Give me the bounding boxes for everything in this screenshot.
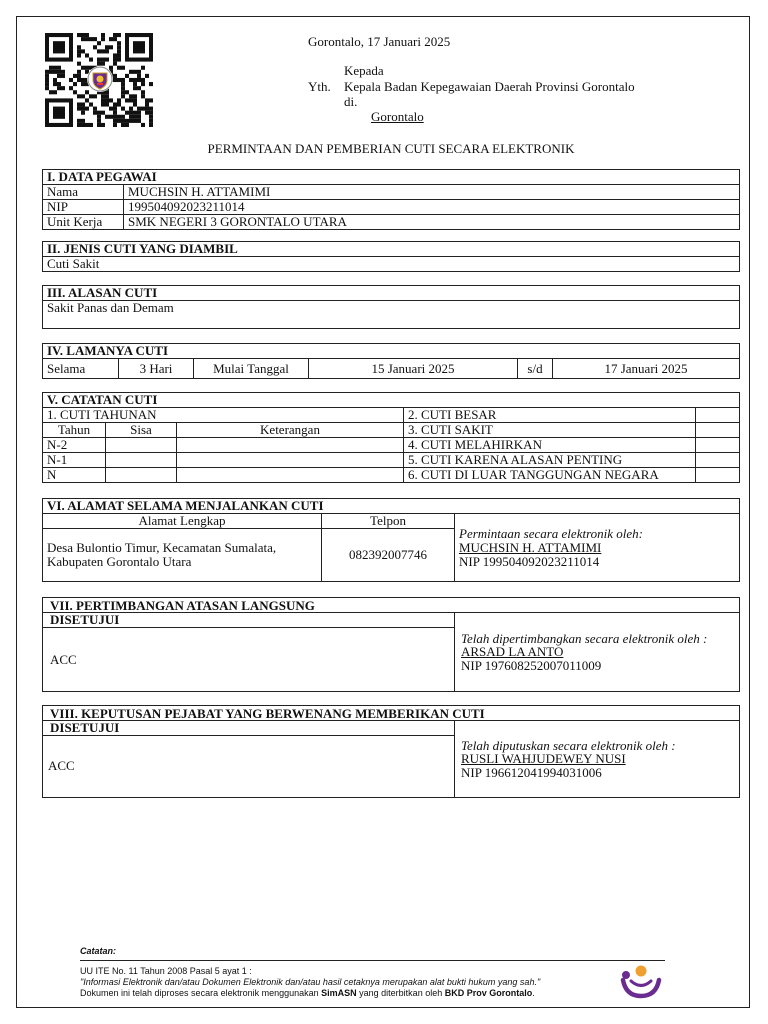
app-name: SimASN	[321, 988, 357, 998]
sign-nip: NIP 196612041994031006	[461, 765, 602, 780]
field-label: Nama	[43, 185, 124, 200]
sign-caption: Telah diputuskan secara elektronik oleh :	[461, 738, 676, 753]
mulai-label: Mulai Tanggal	[194, 359, 309, 379]
recipient: Kepala Badan Kepegawaian Daerah Provinsi Gorontalo	[344, 79, 635, 94]
footer-divider	[80, 960, 665, 961]
field-value: 199504092023211014	[124, 200, 740, 215]
yth-label: Yth.	[308, 79, 331, 94]
section-title: VI. ALAMAT SELAMA MENJALANKAN CUTI	[43, 499, 740, 514]
field-value: MUCHSIN H. ATTAMIMI	[124, 185, 740, 200]
di-label: di.	[344, 94, 358, 109]
cuti-type-label: 4. CUTI MELAHIRKAN	[404, 438, 696, 453]
selama-label: Selama	[43, 359, 119, 379]
section-keputusan	[42, 705, 740, 798]
col-telpon: Telpon	[322, 514, 455, 529]
place-date: Gorontalo, 17 Januari 2025	[308, 34, 451, 49]
footer-quote: "Informasi Elektronik dan/atau Dokumen Elektronik dan/atau hasil cetaknya merupakan alat bukti hukum yang sah."	[80, 977, 541, 987]
status-label: DISETUJUI	[50, 720, 120, 735]
jenis-cuti-value: Cuti Sakit	[43, 257, 740, 272]
document-title: PERMINTAAN DAN PEMBERIAN CUTI SECARA ELEKTRONIK	[207, 141, 575, 156]
org-name: BKD Prov Gorontalo	[444, 988, 533, 998]
sign-nip: NIP 197608252007011009	[461, 658, 602, 673]
sign-name: MUCHSIN H. ATTAMIMI	[459, 539, 602, 555]
year-label: N-2	[43, 438, 106, 453]
section-data-pegawai	[42, 169, 740, 230]
col-tahun: Tahun	[43, 423, 106, 438]
simasn-logo-icon	[617, 964, 665, 1000]
address-line: Desa Bulontio Timur, Kecamatan Sumalata,	[47, 540, 277, 555]
note-value: ACC	[48, 758, 75, 773]
kepada-label: Kepada	[344, 63, 384, 78]
sd-label: s/d	[518, 359, 553, 379]
section-title: I. DATA PEGAWAI	[43, 170, 740, 185]
sign-caption: Permintaan secara elektronik oleh:	[459, 525, 643, 541]
sign-nip: NIP 199504092023211014	[459, 553, 600, 569]
field-value: SMK NEGERI 3 GORONTALO UTARA	[124, 215, 740, 230]
section-title: VIII. KEPUTUSAN PEJABAT YANG BERWENANG MEMBERIKAN CUTI	[50, 706, 485, 721]
col-sisa: Sisa	[106, 423, 177, 438]
cuti-type-label: 3. CUTI SAKIT	[404, 423, 696, 438]
requester-signature	[455, 514, 740, 582]
address-value	[43, 529, 322, 582]
cuti-type-label: 6. CUTI DI LUAR TANGGUNGAN NEGARA	[404, 468, 696, 483]
section-jenis-cuti	[42, 241, 740, 272]
gorontalo-emblem-icon	[87, 66, 113, 92]
footer-processed: Dokumen ini telah diproses secara elektronik menggunakan SimASN yang diterbitkan oleh BKD Prov Gorontalo.	[80, 988, 535, 998]
end-date: 17 Januari 2025	[553, 359, 740, 379]
section-alamat-cuti	[42, 498, 740, 582]
field-label: NIP	[43, 200, 124, 215]
section-pertimbangan	[42, 597, 740, 692]
sign-name: RUSLI WAHJUDEWEY NUSI	[461, 751, 626, 766]
section-title: II. JENIS CUTI YANG DIAMBIL	[43, 242, 740, 257]
cuti-type-label: 5. CUTI KARENA ALASAN PENTING	[404, 453, 696, 468]
section-title: V. CATATAN CUTI	[43, 393, 740, 408]
alasan-cuti-value: Sakit Panas dan Demam	[43, 301, 740, 329]
field-label: Unit Kerja	[43, 215, 124, 230]
start-date: 15 Januari 2025	[309, 359, 518, 379]
section-title: VII. PERTIMBANGAN ATASAN LANGSUNG	[50, 598, 315, 613]
cuti-type-value	[696, 408, 740, 423]
address-line: Kabupaten Gorontalo Utara	[47, 554, 192, 569]
col-keterangan: Keterangan	[177, 423, 404, 438]
section-catatan-cuti	[42, 392, 740, 483]
cuti-tahunan-label: 1. CUTI TAHUNAN	[43, 408, 404, 423]
phone-value: 082392007746	[322, 529, 455, 582]
cuti-type-value	[696, 423, 740, 438]
year-label: N-1	[43, 453, 106, 468]
section-alasan-cuti	[42, 285, 740, 329]
col-alamat: Alamat Lengkap	[43, 514, 322, 529]
cuti-type-label: 2. CUTI BESAR	[404, 408, 696, 423]
footer-law: UU ITE No. 11 Tahun 2008 Pasal 5 ayat 1 :	[80, 966, 252, 976]
section-lamanya-cuti	[42, 343, 740, 379]
sign-name: ARSAD LA ANTO	[461, 644, 564, 659]
section-title: IV. LAMANYA CUTI	[43, 344, 740, 359]
year-label: N	[43, 468, 106, 483]
footer-catatan: Catatan:	[80, 946, 117, 956]
note-value: ACC	[50, 652, 77, 667]
status-label: DISETUJUI	[50, 612, 120, 627]
selama-value: 3 Hari	[119, 359, 194, 379]
sign-caption: Telah dipertimbangkan secara elektronik oleh :	[461, 631, 708, 646]
section-title: III. ALASAN CUTI	[43, 286, 740, 301]
city: Gorontalo	[371, 109, 424, 124]
